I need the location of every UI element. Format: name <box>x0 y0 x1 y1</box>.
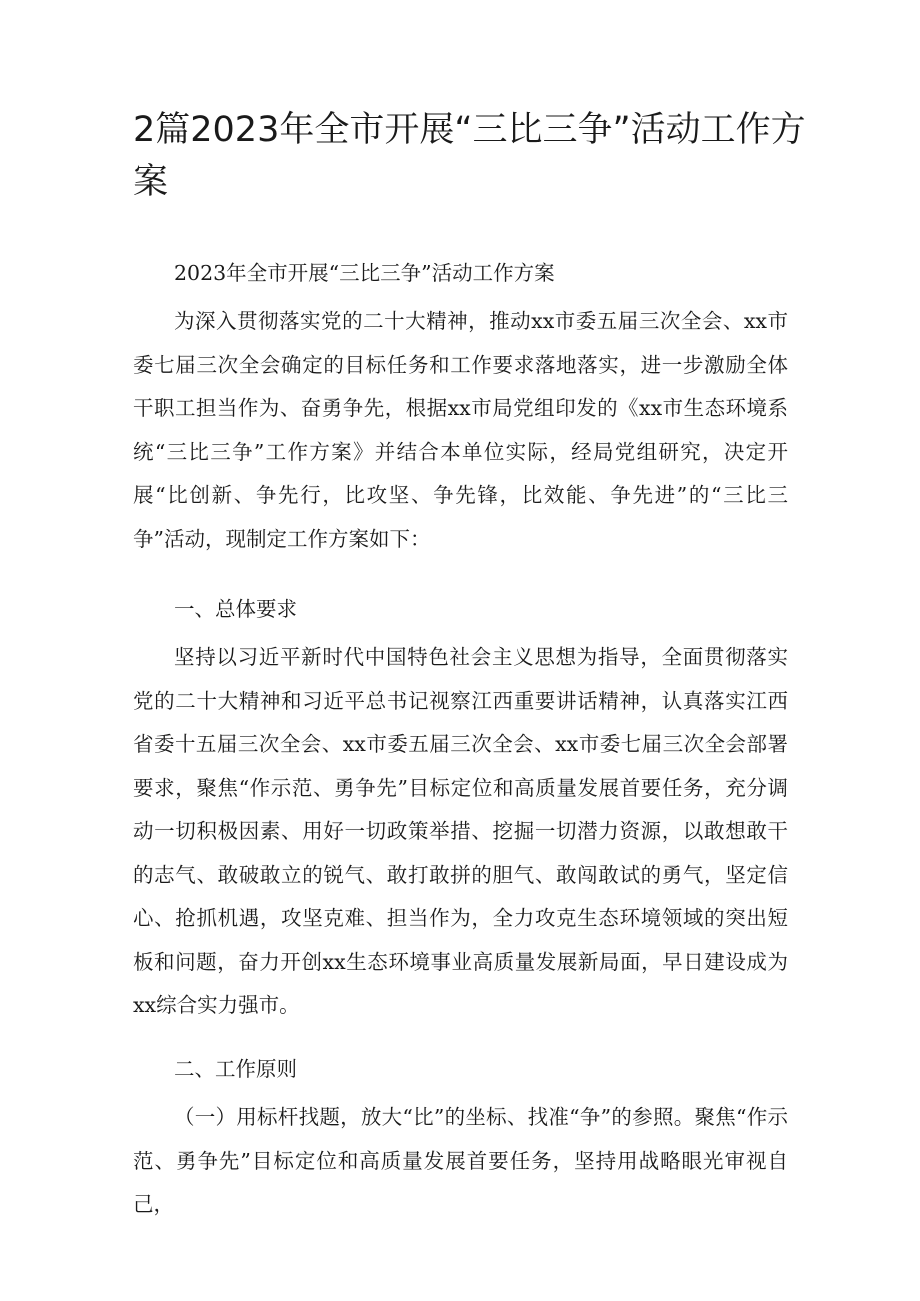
section-heading-work-principles: 二、工作原则 <box>174 1057 297 1081</box>
intro-paragraph: 为深入贯彻落实党的二十大精神，推动xx市委五届三次全会、xx市委七届三次全会确定的目标任务和工作要求落地落实，进一步激励全体干职工担当作为、奋勇争先，根据xx市局党组印发的《xx市生态环境系统“三比三争”工作方案》并结合本单位实际，经局党组研究，决定开展“比创新、争先行，比攻坚、争先锋，比效能、争先进”的“三比三争”活动，现制定工作方案如下： <box>133 309 788 551</box>
general-requirements-paragraph: 坚持以习近平新时代中国特色社会主义思想为指导，全面贯彻落实党的二十大精神和习近平总书记视察江西重要讲话精神，认真落实江西省委十五届三次全会、xx市委五届三次全会、xx市委七届三次全会部署要求，聚焦“作示范、勇争先”目标定位和高质量发展首要任务，充分调动一切积极因素、用好一切政策举措、挖掘一切潜力资源，以敢想敢干的志气、敢破敢立的锐气、敢打敢拼的胆气、敢闯敢试的勇气，坚定信心、抢抓机遇，攻坚克难、担当作为，全力攻克生态环境领域的突出短板和问题，奋力开创xx生态环境事业高质量发展新局面，早日建设成为xx综合实力强市。 <box>133 645 788 1017</box>
section-heading-general-requirements: 一、总体要求 <box>174 597 297 621</box>
document-subtitle: 2023年全市开展“三比三争”活动工作方案 <box>174 261 555 285</box>
document-title: 2篇2023年全市开展“三比三争”活动工作方案 <box>133 110 806 202</box>
work-principle-item-1: （一）用标杆找题，放大“比”的坐标、找准“争”的参照。聚焦“作示范、勇争先”目标定位和高质量发展首要任务，坚持用战略眼光审视自己， <box>133 1105 788 1216</box>
